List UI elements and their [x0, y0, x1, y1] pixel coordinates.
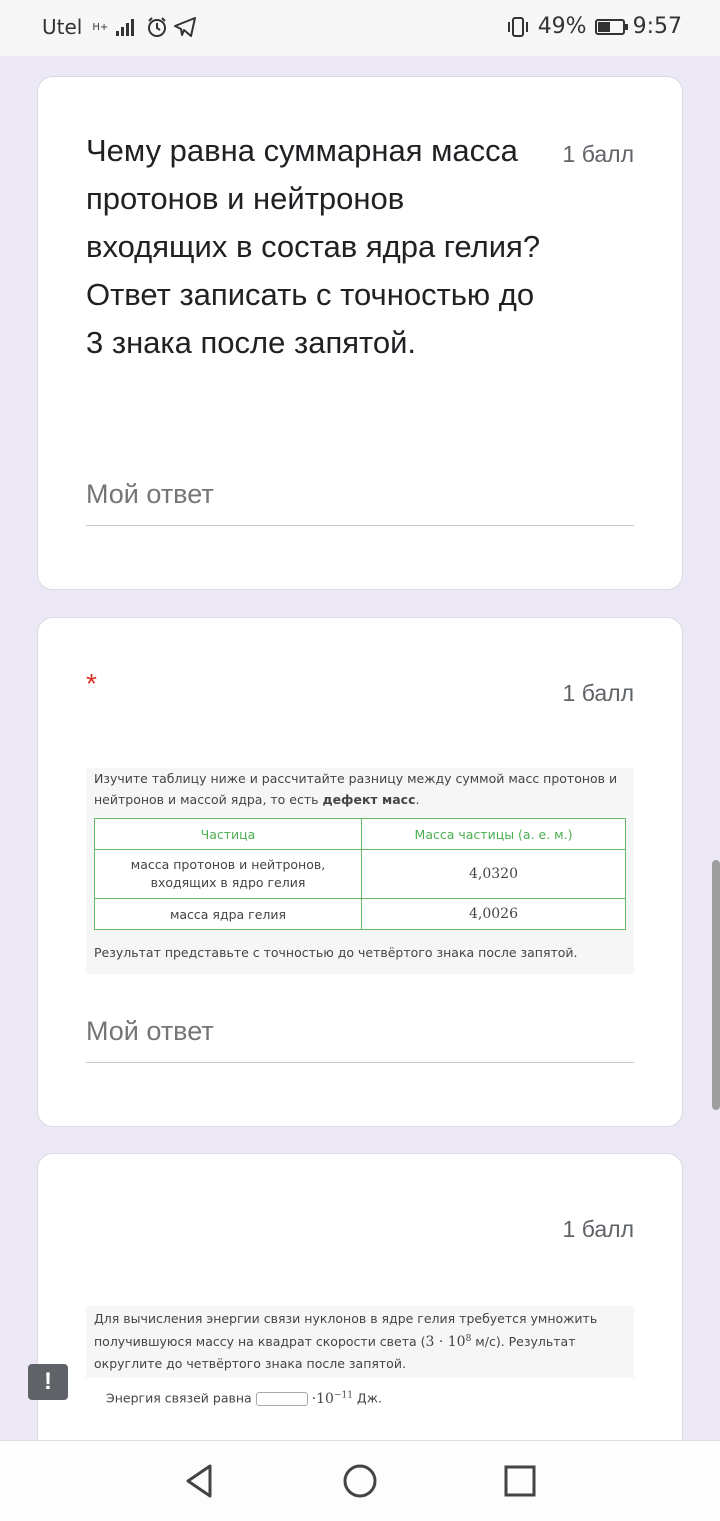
energy-input-box: [256, 1392, 308, 1406]
clock: 9:57: [632, 14, 682, 39]
question-card-1: [37, 76, 683, 590]
image-intro: Изучите таблицу ниже и рассчитайте разницу между суммой масс протонов и нейтронов и массой ядра, то есть дефект масс.: [94, 771, 618, 807]
table-cell: масса ядра гелия: [95, 899, 362, 930]
answer-input[interactable]: [86, 1016, 634, 1063]
table-row: [95, 899, 626, 930]
question-title: Чему равна суммарная масса протонов и нейтронов входящих в состав ядра гелия? Ответ записать с точностью до 3 знака после запятой.: [86, 133, 541, 360]
status-bar: [0, 0, 720, 56]
required-asterisk: *: [86, 668, 97, 699]
question-points: 1 балл: [562, 141, 634, 167]
vibrate-icon: [506, 16, 530, 38]
network-type: H+: [92, 21, 109, 33]
feedback-button[interactable]: !: [28, 1364, 68, 1400]
home-icon[interactable]: [338, 1459, 382, 1503]
telegram-icon: [174, 17, 196, 37]
scrollbar[interactable]: [712, 860, 720, 1110]
alarm-icon: [146, 16, 168, 38]
question-points: 1 балл: [562, 1216, 634, 1242]
energy-line: [106, 1390, 382, 1407]
status-right: [506, 14, 682, 39]
status-left: [42, 15, 196, 39]
table-header: Частица: [95, 819, 362, 850]
question-image: [86, 1306, 634, 1378]
table-cell: 4,0320: [362, 850, 626, 899]
energy-factor: $\cdot 10^{-11}$: [311, 1390, 353, 1407]
energy-label: Энергия связей равна: [106, 1390, 252, 1406]
carrier-name: Utel: [42, 15, 83, 39]
image-footer: Результат представьте с точностью до четвёртого знака после запятой.: [94, 945, 578, 960]
back-icon[interactable]: [178, 1459, 222, 1503]
table-cell: масса протонов и нейтронов, входящих в ядро гелия: [95, 850, 362, 899]
recents-icon[interactable]: [498, 1459, 542, 1503]
signal-icon: [116, 18, 134, 36]
question-card-2: [37, 617, 683, 1127]
question-card-3: [37, 1153, 683, 1473]
navigation-bar: [0, 1440, 720, 1521]
answer-placeholder: Мой ответ: [86, 479, 214, 509]
table-cell: 4,0026: [362, 899, 626, 930]
question-image: [86, 768, 634, 974]
energy-unit: Дж.: [356, 1390, 382, 1406]
table-header: Масса частицы (а. е. м.): [362, 819, 626, 850]
answer-input[interactable]: [86, 479, 634, 526]
answer-placeholder: Мой ответ: [86, 1016, 214, 1046]
image-text: Для вычисления энергии связи нуклонов в ядре гелия требуется умножить получившуюся массу на квадрат скорости света ($3 \cdot 10^8$ м/с). Результат округлите до четвёртого знака после запятой.: [94, 1311, 598, 1372]
table-row: [95, 850, 626, 899]
battery-percent: 49%: [537, 14, 587, 39]
mass-table: [94, 818, 626, 930]
battery-icon: [595, 19, 625, 35]
question-points: 1 балл: [562, 680, 634, 706]
